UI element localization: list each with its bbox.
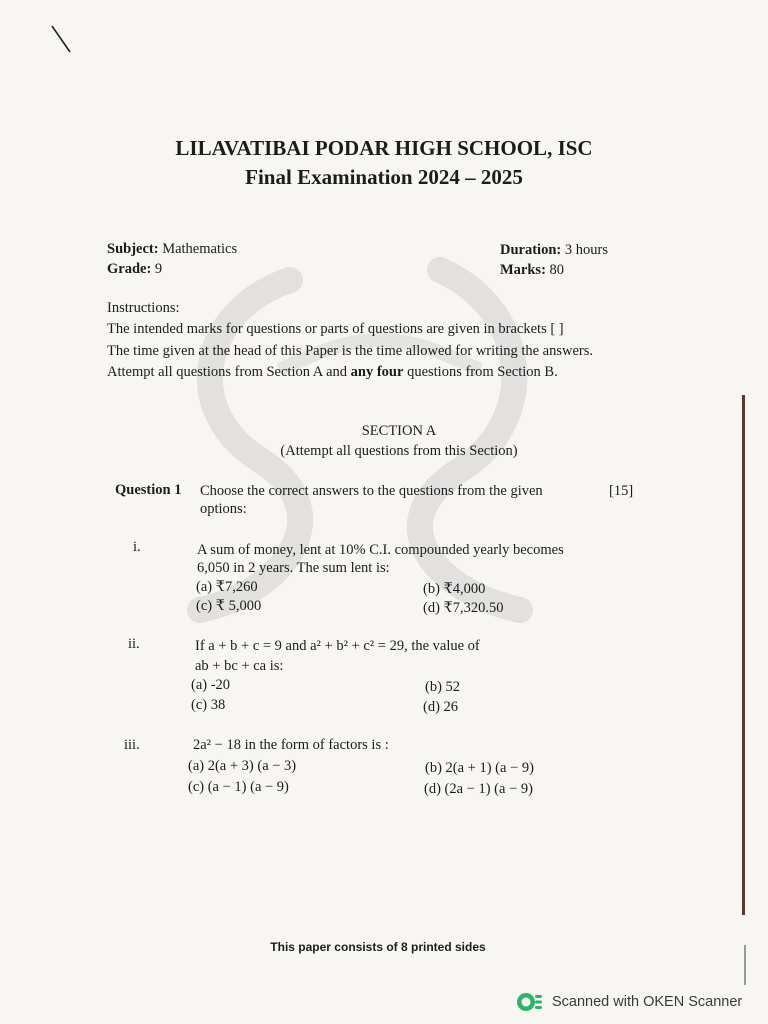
exam-title: Final Examination 2024 – 2025 [245, 165, 523, 189]
instruction-line-2: The time given at the head of this Paper is the time allowed for writing the answers. [107, 343, 594, 359]
scan-mark-icon [48, 22, 78, 56]
item-number: ii. [128, 636, 140, 652]
option-d: (d) ₹7,320.50 [423, 600, 504, 616]
scanner-badge [516, 990, 742, 1014]
item-stem-line-1: If a + b + c = 9 and a² + b² + c² = 29, the value of [195, 638, 480, 654]
question-label: Question 1 [115, 482, 182, 498]
scanner-logo-icon [516, 991, 544, 1013]
subject-line [107, 241, 237, 258]
option-d: (d) 26 [423, 699, 459, 715]
item-number: iii. [124, 737, 140, 753]
item-stem-line-2: 6,050 in 2 years. The sum lent is: [197, 560, 390, 576]
grade-line [107, 261, 162, 278]
option-c: (c) (a − 1) (a − 9) [188, 779, 289, 795]
option-c: (c) ₹ 5,000 [196, 598, 262, 614]
scanner-label: Scanned with OKEN Scanner [552, 994, 743, 1010]
section-subtitle: (Attempt all questions from this Section) [280, 443, 518, 459]
pages-note: This paper consists of 8 printed sides [270, 940, 486, 954]
school-title: LILAVATIBAI PODAR HIGH SCHOOL, ISC [175, 136, 593, 160]
instructions-heading: Instructions: [107, 300, 180, 316]
instruction-line-3 [107, 364, 558, 381]
marks-label: Marks: [500, 262, 546, 278]
option-a: (a) 2(a + 3) (a − 3) [188, 758, 297, 774]
question-text-line-1: Choose the correct answers to the questions from the given [200, 483, 543, 499]
duration-label: Duration: [500, 242, 562, 258]
option-d: (d) (2a − 1) (a − 9) [424, 781, 533, 797]
option-a: (a) -20 [191, 677, 231, 693]
marks-value: 80 [549, 262, 565, 278]
instruction-line-3-emphasis: any four [350, 364, 404, 380]
marks-line [500, 262, 564, 279]
question-marks: [15] [609, 483, 634, 499]
item-stem-line-1: A sum of money, lent at 10% C.I. compounded yearly becomes [197, 542, 564, 558]
question-text-line-2: options: [200, 501, 247, 517]
option-a: (a) ₹7,260 [196, 579, 258, 595]
right-edge-line [742, 395, 745, 915]
item-stem-line-1: 2a² − 18 in the form of factors is : [193, 737, 389, 753]
subject-label: Subject: [107, 241, 159, 257]
duration-line [500, 242, 608, 259]
option-b: (b) ₹4,000 [423, 581, 486, 597]
grade-value: 9 [154, 261, 163, 277]
option-b: (b) 52 [425, 679, 461, 695]
option-b: (b) 2(a + 1) (a − 9) [425, 760, 534, 776]
duration-value: 3 hours [564, 242, 608, 258]
item-number: i. [133, 539, 141, 555]
grade-label: Grade: [107, 261, 152, 277]
section-title: SECTION A [361, 423, 437, 439]
instruction-line-3-prefix: Attempt all questions from Section A and [107, 364, 348, 380]
item-stem-line-2: ab + bc + ca is: [195, 658, 284, 674]
option-c: (c) 38 [191, 697, 226, 713]
instruction-line-3-suffix: questions from Section B. [407, 364, 558, 380]
subject-value: Mathematics [162, 241, 238, 257]
instruction-line-1: The intended marks for questions or parts of questions are given in brackets [ ] [107, 321, 564, 337]
